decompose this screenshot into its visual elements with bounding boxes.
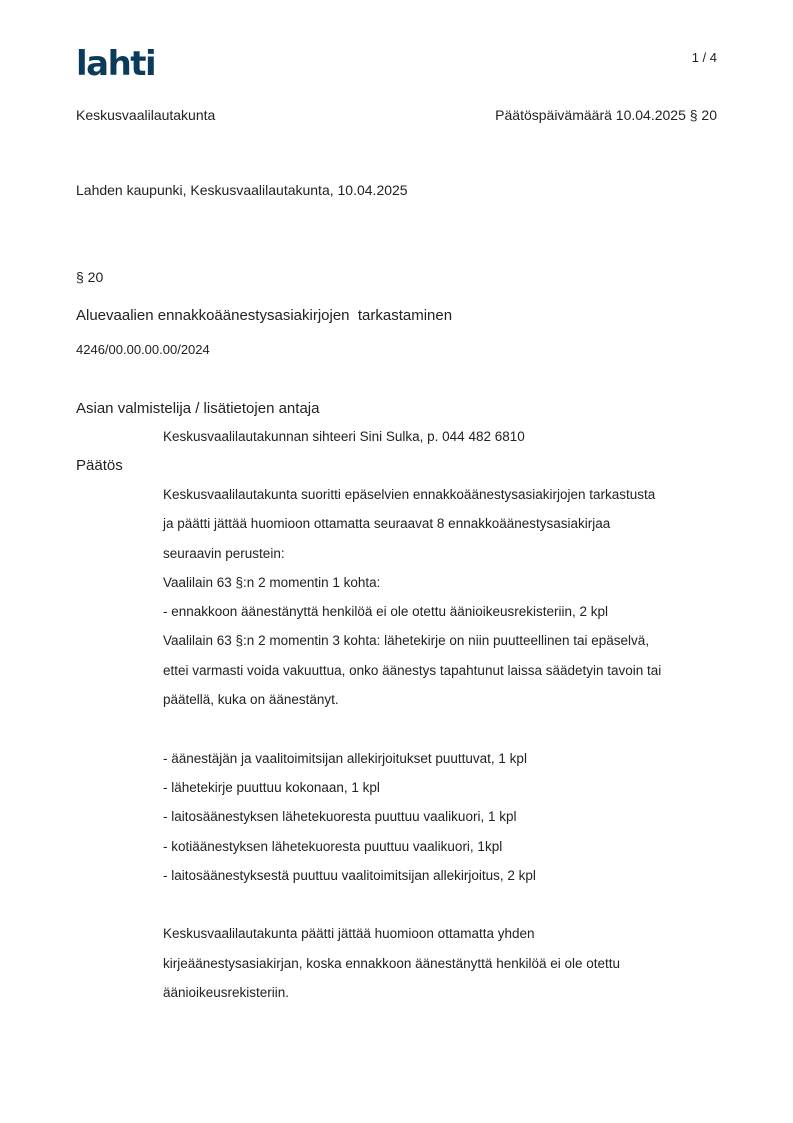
decision-line: päätellä, kuka on äänestänyt. [163, 692, 339, 708]
logo-wordmark: lahti [76, 44, 156, 84]
paragraph-gap [163, 890, 723, 919]
decision-line: ja päätti jättää huomioon ottamatta seuraavat 8 ennakkoäänestysasiakirjaa [163, 516, 611, 532]
section-title: Aluevaalien ennakkoäänestysasiakirjojen tarkastaminen [76, 307, 453, 324]
decision-line: Keskusvaalilautakunta päätti jättää huomioon ottamatta yhden [163, 926, 535, 942]
decision-line: Keskusvaalilautakunta suoritti epäselvien ennakkoäänestysasiakirjojen tarkastusta [163, 487, 656, 502]
paragraph-gap [163, 714, 723, 743]
decision-line: ettei varmasti voida vakuuttua, onko äänestys tapahtunut laissa säädetyin tavoin tai [163, 662, 662, 678]
case-number: 4246/00.00.00.00/2024 [76, 342, 210, 357]
decision-date: Päätöspäivämäärä 10.04.2025 § 20 [495, 107, 717, 123]
preparer-value: Keskusvaalilautakunnan sihteeri Sini Sulka, p. 044 482 6810 [163, 429, 525, 444]
decision-line: Vaalilain 63 §:n 2 momentin 3 kohta: lähetekirje on niin puutteellinen tai epäselvä, [163, 633, 650, 649]
list-item: - kotiäänestyksen lähetekuoresta puuttuu vaalikuori, 1kpl [163, 838, 503, 854]
lahti-logo [76, 44, 168, 84]
list-item: - laitosäänestyksestä puuttuu vaalitoimitsijan allekirjoitus, 2 kpl [163, 867, 536, 883]
section-number: § 20 [76, 269, 104, 285]
preparer-heading: Asian valmistelija / lisätietojen antaja [76, 400, 320, 417]
decision-line: äänioikeusrekisteriin. [163, 985, 290, 1001]
page-number: 1 / 4 [691, 50, 717, 65]
meeting-line: Lahden kaupunki, Keskusvaalilautakunta, 10.04.2025 [76, 182, 408, 198]
decision-line: kirjeäänestysasiakirjan, koska ennakkoon äänestänyttä henkilöä ei ole otettu [163, 955, 621, 971]
decision-line: seuraavin perustein: [163, 545, 285, 561]
body-name: Keskusvaalilautakunta [76, 107, 216, 123]
list-item: - lähetekirje puuttuu kokonaan, 1 kpl [163, 779, 380, 795]
decision-line: - ennakkoon äänestänyttä henkilöä ei ole otettu äänioikeusrekisteriin, 2 kpl [163, 604, 609, 620]
decision-body [163, 480, 723, 1007]
decision-line: Vaalilain 63 §:n 2 momentin 1 kohta: [163, 574, 381, 590]
decision-heading: Päätös [76, 457, 123, 474]
list-item: - äänestäjän ja vaalitoimitsijan allekirjoitukset puuttuvat, 1 kpl [163, 750, 527, 766]
list-item: - laitosäänestyksen lähetekuoresta puuttuu vaalikuori, 1 kpl [163, 809, 517, 825]
